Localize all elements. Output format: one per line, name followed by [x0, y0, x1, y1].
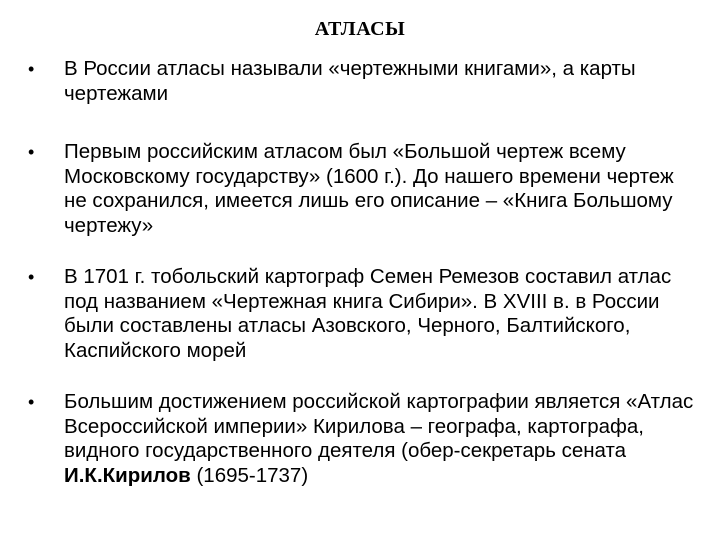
bullet-text [64, 390, 698, 488]
bullet-icon: • [28, 267, 35, 287]
bullet-item-3 [28, 265, 698, 363]
bullet-text-start: Большим достижением российской картографии является «Атлас Всероссийской империи» Кирилова – географа, картографа, видного государственного деятеля (обер-секретарь сената [64, 390, 694, 462]
bullet-icon: • [28, 59, 35, 79]
bullet-item-2 [28, 140, 698, 238]
bullet-text: В России атласы называли «чертежными книгами», а карты чертежами [64, 57, 636, 105]
slide-title: АТЛАСЫ [314, 18, 406, 40]
bullet-icon: • [28, 392, 35, 412]
bullet-text: В 1701 г. тобольский картограф Семен Ремезов составил атлас под названием «Чертежная книга Сибири». В XVIII в. в России были составлены атласы Азовского, Черного, Балтийского, Каспийского морей [64, 265, 672, 362]
bullet-text-end: (1695-1737) [190, 463, 309, 487]
bullet-text-bold-name: И.К.Кирилов [64, 463, 191, 487]
bullet-item-4 [28, 390, 698, 488]
bullet-text: Первым российским атласом был «Большой чертеж всему Московскому государству» (1600 г.). До нашего времени чертеж не сохранился, имеется лишь его описание – «Книга Большому чертежу» [64, 140, 674, 237]
bullet-icon: • [28, 142, 35, 162]
bullet-item-1 [28, 57, 698, 106]
